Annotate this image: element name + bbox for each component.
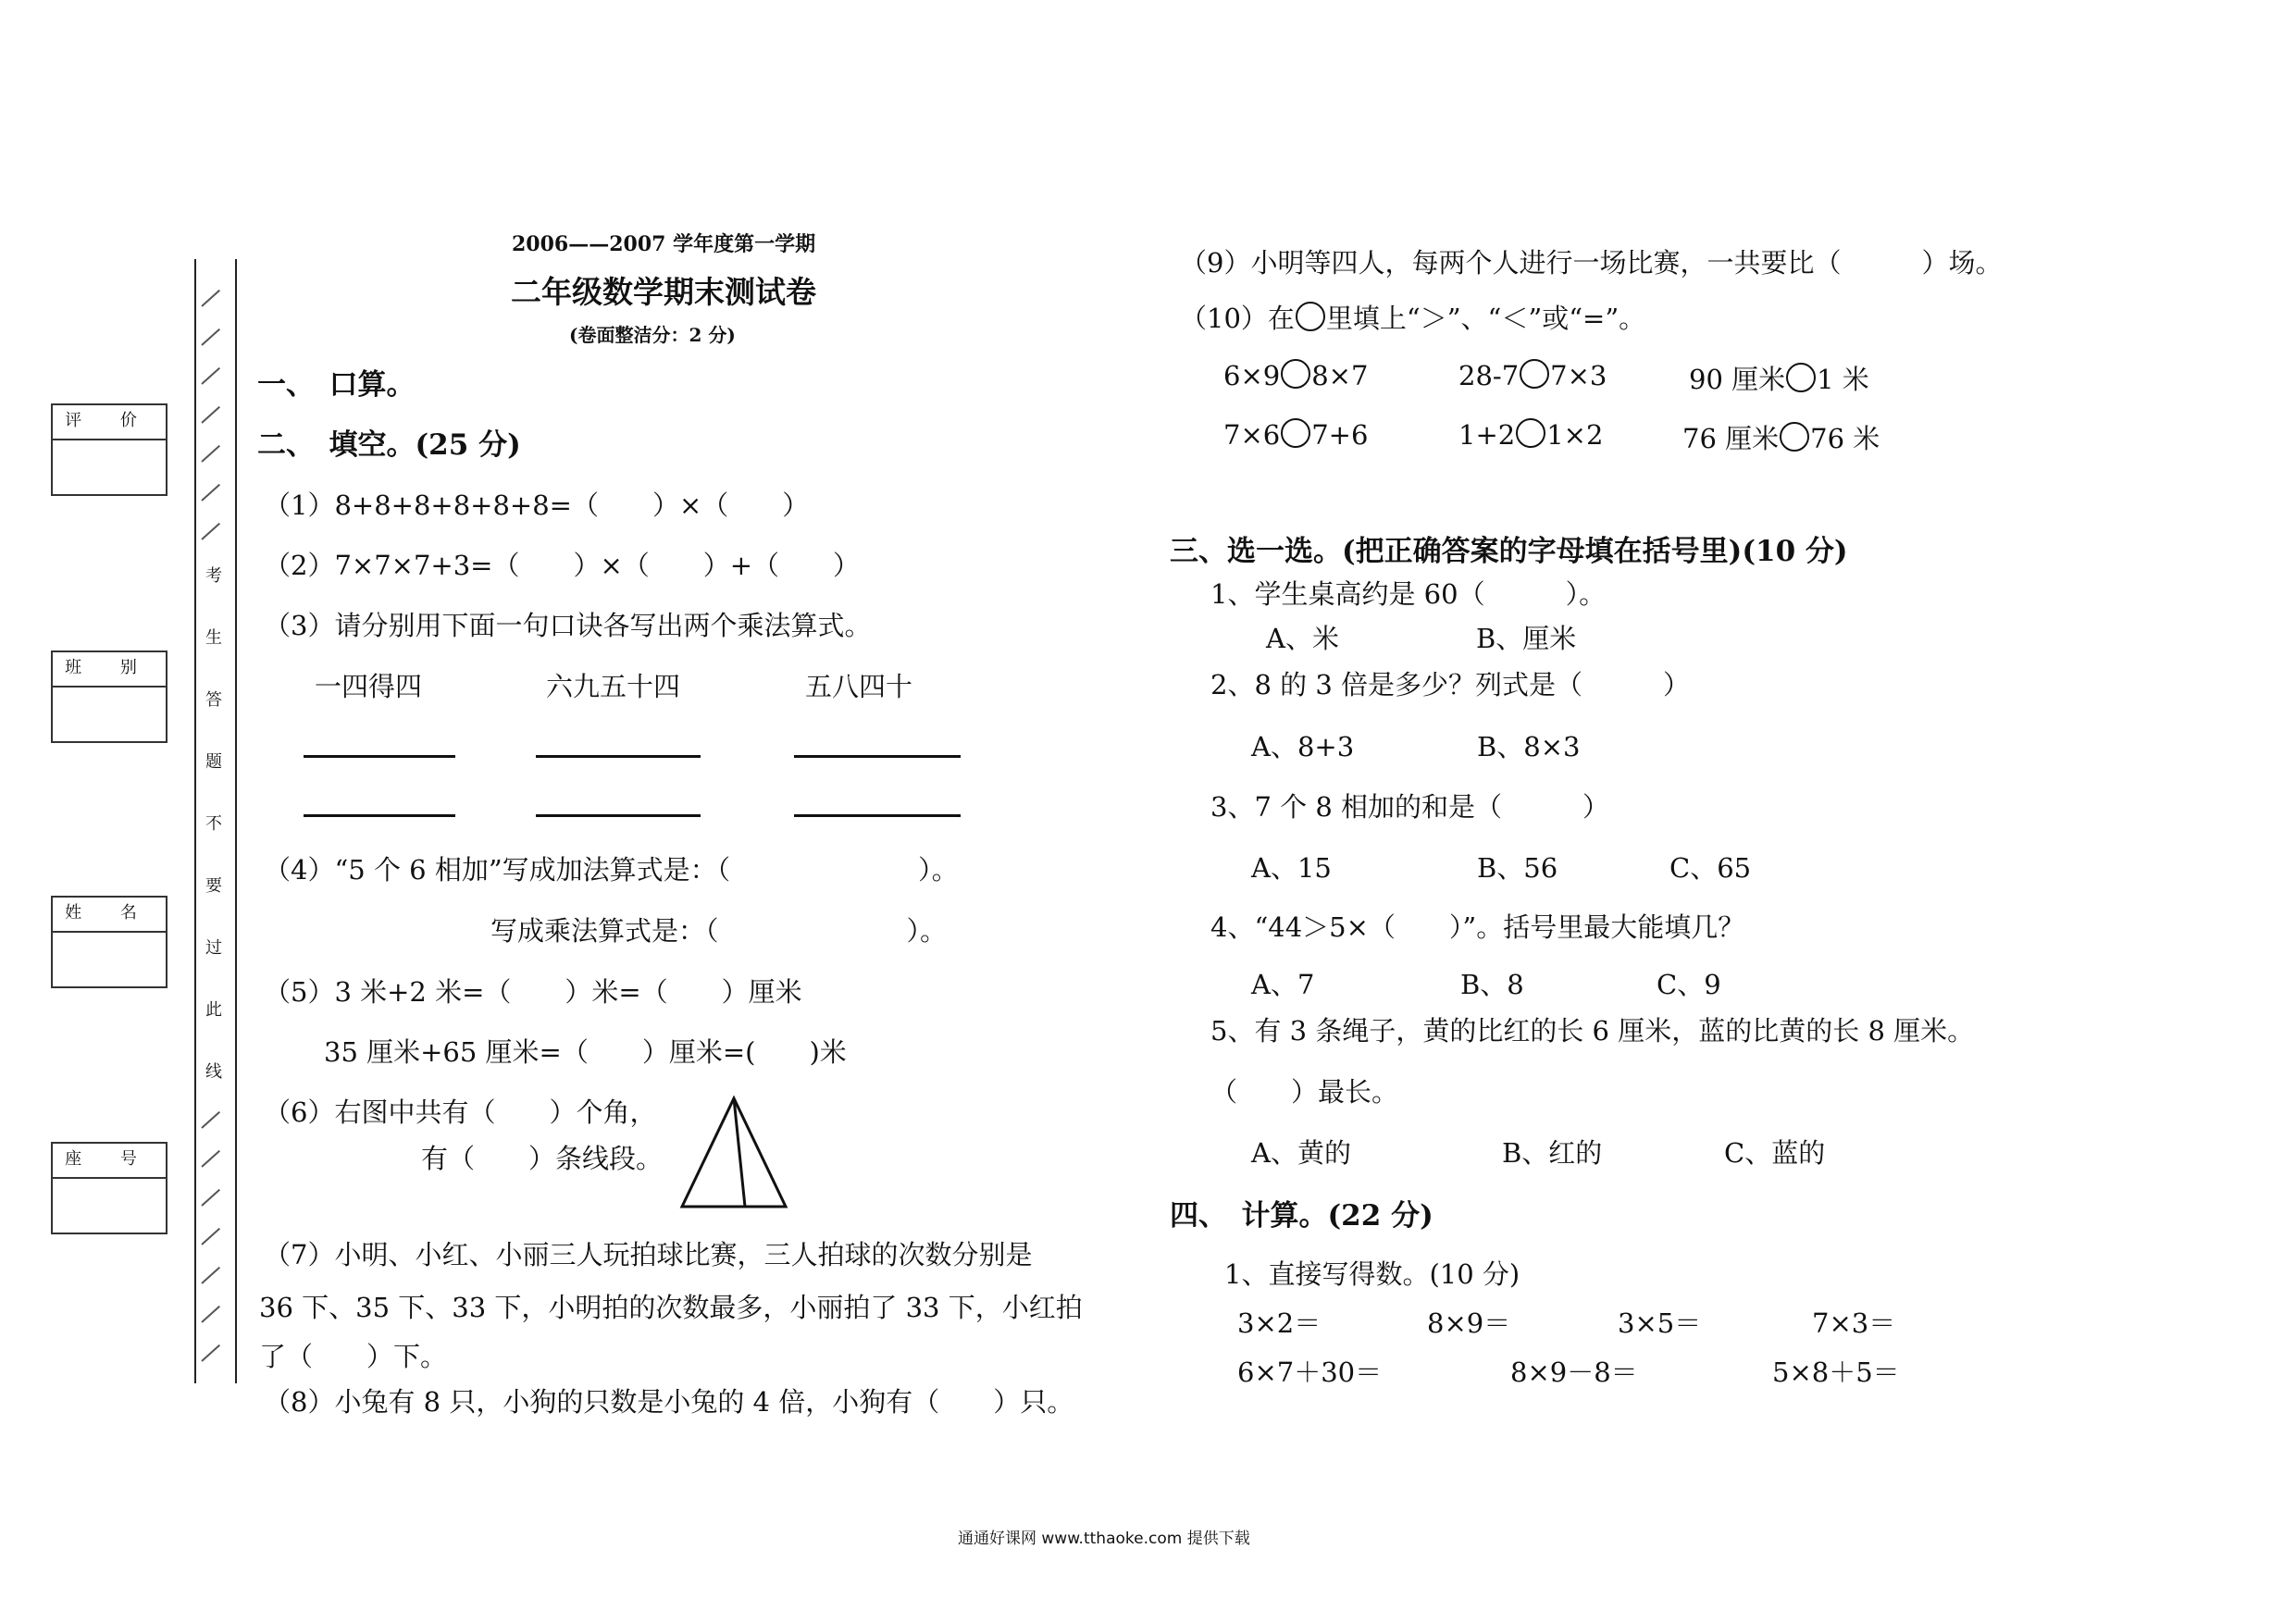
page-title: 二年级数学期末测试卷 <box>511 274 816 310</box>
question-2-7-line2: 36 下、35 下、33 下，小明拍的次数最多，小丽拍了 33 下，小红拍 <box>259 1292 1083 1323</box>
question-3-5b: （ ）最长。 <box>1210 1076 1399 1108</box>
footer-credit: 通通好课网 www.tthaoke.com 提供下载 <box>958 1530 1250 1548</box>
calc-item: 6×7＋30＝ <box>1237 1357 1383 1388</box>
question-2-4b: 写成乘法算式是：（ ）。 <box>490 915 948 947</box>
question-2-5a: （5）3 米+2 米=（ ）米=（ ）厘米 <box>264 976 802 1008</box>
notice-char: 生 <box>205 628 222 648</box>
cut-mark <box>201 1189 220 1207</box>
question-2-10-post: 里填上“＞”、“＜”或“=”。 <box>1325 303 1646 334</box>
circle-placeholder <box>1296 302 1325 331</box>
cut-mark <box>201 1228 220 1245</box>
question-2-7-line1: （7）小明、小红、小丽三人玩拍球比赛，三人拍球的次数分别是 <box>264 1239 1033 1270</box>
question-2-5b: 35 厘米+65 厘米=（ ）厘米=( )米 <box>324 1036 847 1068</box>
compare-circle[interactable] <box>1780 422 1809 452</box>
neatness-score: (卷面整洁分：2 分) <box>569 324 736 346</box>
class-box[interactable] <box>51 650 168 743</box>
answer-blank[interactable] <box>536 755 701 758</box>
option[interactable]: B、厘米 <box>1476 623 1577 654</box>
exam-term: 2006——2007 学年度第一学期 <box>512 232 816 256</box>
seat-label: 座 号 <box>53 1144 166 1179</box>
answer-blank[interactable] <box>304 755 455 758</box>
triangle-figure <box>678 1095 789 1210</box>
compare-circle[interactable] <box>1281 359 1310 389</box>
binding-line-inner <box>235 259 237 1383</box>
compare-circle[interactable] <box>1516 418 1545 448</box>
calc-item: 7×3＝ <box>1812 1307 1896 1339</box>
cut-mark <box>201 1344 220 1362</box>
option[interactable]: C、65 <box>1669 852 1752 884</box>
question-2-10-pre: （10）在 <box>1180 303 1295 334</box>
notice-char: 线 <box>205 1062 222 1082</box>
section-1-title: 一、 口算。 <box>257 368 416 402</box>
seat-box[interactable] <box>51 1142 168 1234</box>
notice-char: 此 <box>205 1000 222 1020</box>
compare-item-4: 7×6 7+6 <box>1223 419 1369 451</box>
cut-mark <box>201 484 220 502</box>
option[interactable]: A、15 <box>1251 852 1332 884</box>
rhyme-item-2: 六九五十四 <box>546 671 681 702</box>
question-2-3: （3）请分别用下面一句口诀各写出两个乘法算式。 <box>264 610 872 641</box>
cut-mark <box>201 445 220 463</box>
question-4-1: 1、直接写得数。(10 分) <box>1224 1258 1520 1290</box>
calc-item: 3×2＝ <box>1237 1307 1322 1339</box>
question-3-1: 1、学生桌高约是 60（ ）。 <box>1210 578 1607 610</box>
rhyme-item-1: 一四得四 <box>315 671 423 702</box>
evaluation-label: 评 价 <box>53 405 166 440</box>
answer-blank[interactable] <box>794 814 961 817</box>
name-box[interactable] <box>51 896 168 988</box>
cut-mark <box>201 523 220 540</box>
compare-item-1: 6×9 8×7 <box>1223 360 1369 391</box>
calc-item: 3×5＝ <box>1618 1307 1702 1339</box>
option[interactable]: C、蓝的 <box>1724 1137 1826 1169</box>
question-2-7-line3: 了（ ）下。 <box>259 1341 448 1372</box>
question-3-5: 5、有 3 条绳子，黄的比红的长 6 厘米，蓝的比黄的长 8 厘米。 <box>1210 1015 1975 1047</box>
question-2-1: （1）8+8+8+8+8+8=（ ）×（ ） <box>264 489 810 521</box>
cut-mark <box>201 1111 220 1129</box>
compare-circle[interactable] <box>1281 418 1310 448</box>
question-3-2: 2、8 的 3 倍是多少？列式是（ ） <box>1210 669 1691 700</box>
compare-item-6: 76 厘米 76 米 <box>1682 423 1880 454</box>
answer-blank[interactable] <box>304 814 455 817</box>
compare-item-3: 90 厘米 1 米 <box>1689 364 1869 395</box>
answer-blank[interactable] <box>794 755 961 758</box>
notice-char: 答 <box>205 690 222 710</box>
option[interactable]: A、黄的 <box>1251 1137 1351 1169</box>
question-2-9: （9）小明等四人，每两个人进行一场比赛，一共要比（ ）场。 <box>1180 247 2003 279</box>
rhyme-item-3: 五八四十 <box>805 671 913 702</box>
option[interactable]: C、9 <box>1657 969 1721 1000</box>
option[interactable]: A、米 <box>1266 623 1339 654</box>
cut-mark <box>201 290 220 307</box>
question-2-4a: （4）“5 个 6 相加”写成加法算式是：（ ）。 <box>264 854 959 886</box>
option[interactable]: B、8 <box>1460 969 1524 1000</box>
name-label: 姓 名 <box>53 898 166 933</box>
compare-circle[interactable] <box>1786 363 1816 392</box>
notice-char: 过 <box>205 938 222 958</box>
cut-mark <box>201 1150 220 1168</box>
question-2-6b: 有（ ）条线段。 <box>421 1143 664 1174</box>
compare-circle[interactable] <box>1520 359 1549 389</box>
option[interactable]: B、56 <box>1477 852 1558 884</box>
option[interactable]: B、8×3 <box>1477 731 1581 762</box>
calc-item: 8×9－8＝ <box>1510 1357 1638 1388</box>
question-3-4: 4、“44＞5×（ ）”。括号里最大能填几？ <box>1210 911 1745 943</box>
question-2-8: （8）小兔有 8 只，小狗的只数是小兔的 4 倍，小狗有（ ）只。 <box>264 1386 1074 1418</box>
cut-mark <box>201 1267 220 1284</box>
question-2-2: （2）7×7×7+3=（ ）×（ ）+（ ） <box>264 550 861 581</box>
notice-char: 要 <box>205 876 222 896</box>
option[interactable]: A、8+3 <box>1251 731 1355 762</box>
question-2-10 <box>1180 298 1645 336</box>
notice-char: 考 <box>205 566 222 586</box>
option[interactable]: A、7 <box>1251 969 1315 1000</box>
section-4-title: 四、 计算。(22 分) <box>1170 1199 1433 1233</box>
calc-item: 8×9＝ <box>1427 1307 1511 1339</box>
answer-blank[interactable] <box>536 814 701 817</box>
question-3-3: 3、7 个 8 相加的和是（ ） <box>1210 791 1610 823</box>
evaluation-box[interactable] <box>51 403 168 496</box>
section-3-title: 三、选一选。(把正确答案的字母填在括号里)(10 分) <box>1170 535 1848 568</box>
compare-item-2: 28-7 7×3 <box>1458 360 1607 391</box>
notice-char: 题 <box>205 752 222 772</box>
question-2-6a: （6）右图中共有（ ）个角， <box>264 1096 657 1128</box>
cut-mark <box>201 367 220 385</box>
section-2-title: 二、 填空。(25 分) <box>257 428 521 462</box>
notice-char: 不 <box>205 814 222 834</box>
cut-mark <box>201 406 220 424</box>
binding-line-outer <box>194 259 196 1383</box>
calc-item: 5×8＋5＝ <box>1772 1357 1900 1388</box>
cut-mark <box>201 1306 220 1323</box>
compare-item-5: 1+2 1×2 <box>1458 419 1604 451</box>
cut-mark <box>201 328 220 346</box>
option[interactable]: B、红的 <box>1502 1137 1603 1169</box>
class-label: 班 别 <box>53 652 166 688</box>
